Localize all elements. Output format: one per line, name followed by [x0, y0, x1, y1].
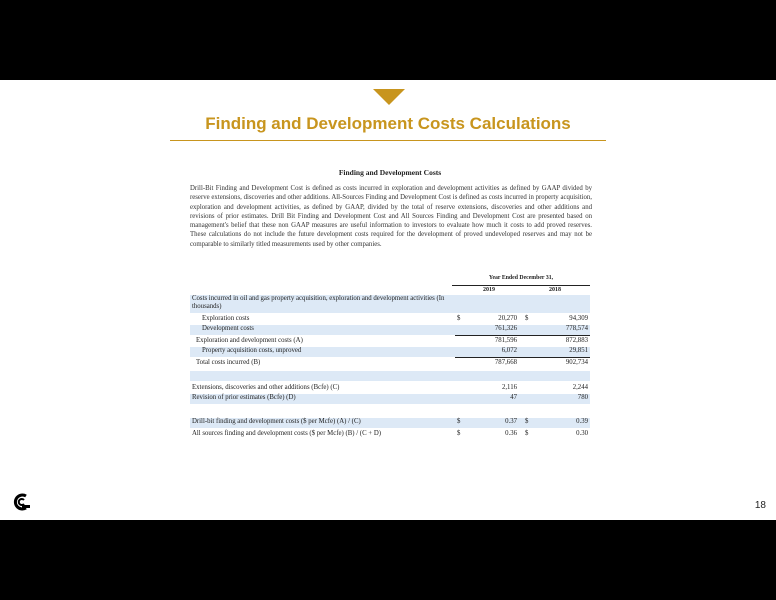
definition-paragraph: Drill-Bit Finding and Development Cost is defined as costs incurred in exploration and development activities as defined by GAAP divided by reserve extensions, discoveries and other additions. All-Sources Finding and Development Cost is defined as costs incurred in property acquisition, exploration and development activities, as defined by GAAP, divided by the total of reserve extensions, discoveries and other additions and revisions of prior estimates. Drill Bit Finding and Development Cost and All Sources Finding and Development Cost are presented based on management's belief that these non GAAP measures are useful information to investors to evaluate how much it costs to add proved reserves. These calculations do not include the future development costs required for the development of proved undeveloped reserves and may not be comparable to similarly titled measurements used by other companies.	[190, 185, 592, 248]
value-2018: 778,574	[565, 325, 588, 332]
row-label: Property acquisition costs, unproved	[202, 347, 302, 354]
value-2019: 2,116	[501, 384, 517, 391]
row-label: Drill-bit finding and development costs ($ per Mcfe) (A) / (C)	[192, 418, 361, 425]
value-2019: 6,072	[501, 347, 517, 354]
table-row	[190, 384, 590, 394]
value-2019: 47	[510, 394, 517, 401]
year-header-2019: 2019	[483, 287, 495, 293]
value-2018: 0.39	[576, 418, 588, 425]
value-2019: 781,596	[494, 337, 517, 344]
value-2019: 787,668	[494, 359, 517, 366]
row-label: Exploration costs	[202, 315, 250, 322]
period-header: Year Ended December 31,	[488, 275, 554, 281]
currency-symbol: $	[525, 418, 529, 425]
value-2019: 0.36	[505, 430, 517, 437]
value-2019: 761,326	[494, 325, 517, 332]
currency-symbol: $	[457, 418, 461, 425]
table-row-spacer	[190, 371, 590, 381]
table-row	[190, 325, 590, 335]
value-2018: 0.30	[576, 430, 588, 437]
table-row	[190, 430, 590, 440]
row-label: All sources finding and development costs ($ per Mcfe) (B) / (C + D)	[192, 430, 382, 437]
table-row	[190, 295, 590, 313]
value-2018: 94,309	[569, 315, 588, 322]
row-label: Development costs	[202, 325, 254, 332]
period-header-rule	[452, 285, 590, 286]
value-2018: 29,851	[569, 347, 588, 354]
table-row	[190, 359, 590, 369]
table-row	[190, 347, 590, 357]
down-arrow-icon	[373, 89, 405, 105]
currency-symbol: $	[525, 430, 529, 437]
document-heading: Finding and Development Costs	[338, 168, 442, 177]
table-row-spacer	[190, 406, 590, 416]
currency-symbol: $	[525, 315, 529, 322]
year-header-2018: 2018	[549, 287, 561, 293]
value-2018: 902,734	[565, 359, 588, 366]
row-label: Total costs incurred (B)	[196, 359, 261, 366]
table-row	[190, 315, 590, 325]
value-2018: 2,244	[572, 384, 588, 391]
value-2018: 872,883	[565, 337, 588, 344]
row-label: Exploration and development costs (A)	[196, 337, 303, 344]
row-label: Revision of prior estimates (Bcfe) (D)	[192, 394, 296, 401]
row-label: Extensions, discoveries and other additions (Bcfe) (C)	[192, 384, 340, 391]
table-row	[190, 394, 590, 404]
slide-title: Finding and Development Costs Calculations	[205, 114, 571, 133]
title-divider	[170, 140, 606, 141]
company-logo-icon	[12, 492, 32, 512]
slide	[0, 80, 776, 520]
value-2019: 0.37	[505, 418, 517, 425]
value-2019: 20,270	[498, 315, 517, 322]
page-number: 18	[754, 500, 766, 511]
table-row	[190, 337, 590, 347]
currency-symbol: $	[457, 315, 461, 322]
row-label: Costs incurred in oil and gas property acquisition, exploration and development activities (In thousands)	[192, 295, 445, 310]
currency-symbol: $	[457, 430, 461, 437]
table-row	[190, 418, 590, 428]
value-2018: 780	[577, 394, 588, 401]
